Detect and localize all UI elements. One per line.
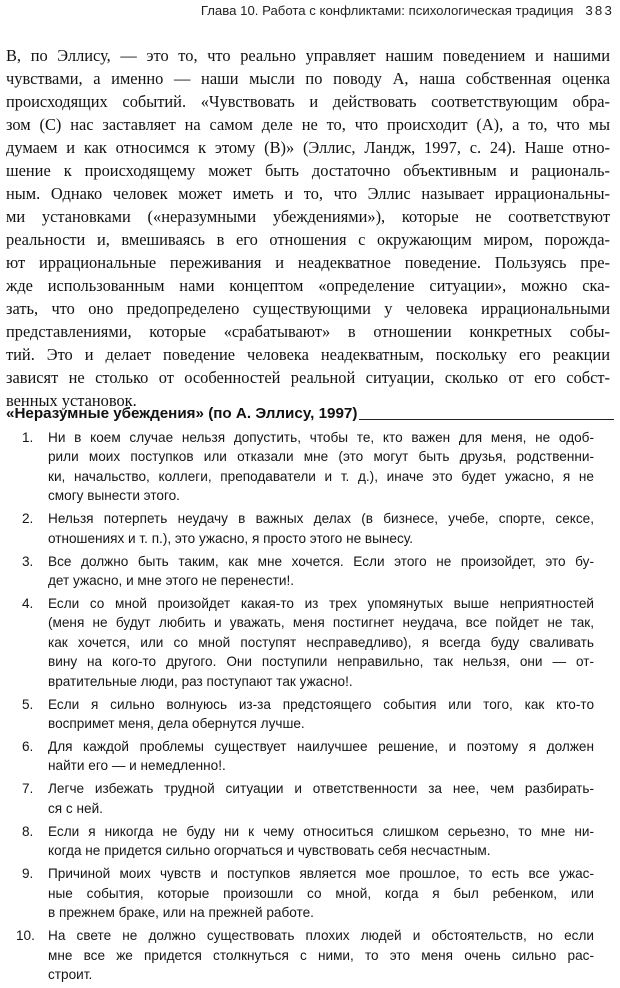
item-line: Если я сильно волнуюсь из-за предстоящего события или того, как кто-то <box>48 696 594 712</box>
main-paragraph <box>6 44 610 412</box>
item-line: Легче избежать трудной ситуации и ответственности за нее, чем разбирать- <box>48 781 594 797</box>
heading-rule <box>359 419 614 420</box>
item-line: Если я никогда не буду ни к чему относиться слишком серьезно, то мне ни- <box>48 823 594 839</box>
paragraph-line: чувствами, а именно — наши мысли по поводу А, наша собственная оценка <box>6 69 610 88</box>
item-line: Для каждой проблемы существует наилучшее решение, и поэтому я должен <box>48 739 594 755</box>
item-number: 10. <box>16 928 35 944</box>
paragraph-line: представлениями, которые «срабатывают» в отношении конкретных собы- <box>6 322 610 341</box>
paragraph-line: реальности и, вмешиваясь в его отношения с окружающим миром, порожда- <box>6 230 610 249</box>
paragraph-line: венных установок. <box>6 391 137 410</box>
item-line: ся с ней. <box>48 800 103 816</box>
beliefs-list <box>0 428 614 988</box>
item-line: мне все же придется столкнуться с ними, то это меня очень сильно рас- <box>48 947 594 963</box>
paragraph-line: зом (C) нас заставляет на самом деле не то, что происходит (А), а то, что мы <box>6 115 610 134</box>
item-line: дет ужасно, и мне этого не перенести!. <box>48 573 295 589</box>
list-item <box>0 552 614 591</box>
item-line: вратительные люди, раз поступают так ужасно!. <box>48 673 353 689</box>
item-line: На свете не должно существовать плохих людей и обстоятельств, но если <box>48 928 594 944</box>
list-item <box>0 864 614 922</box>
item-number: 6. <box>22 739 34 755</box>
item-number: 1. <box>22 430 34 445</box>
item-number: 4. <box>22 596 34 612</box>
item-line: смогу вынести этого. <box>48 488 180 504</box>
item-number: 3. <box>22 553 34 569</box>
item-number: 5. <box>22 696 34 712</box>
list-item <box>0 779 614 818</box>
item-line: Ни в коем случае нельзя допустить, чтобы те, кто важен для меня, не одоб- <box>48 430 594 445</box>
paragraph-line: жде использованным нами концептом «определение ситуации», можно ска- <box>6 276 610 295</box>
box-heading <box>6 404 614 424</box>
page-number: 383 <box>585 3 614 18</box>
item-line: Причиной моих чувств и поступков является мое прошлое, то есть все ужас- <box>48 866 594 882</box>
paragraph-line: зать, что оно предопределено существующими у человека иррациональными <box>6 299 610 318</box>
paragraph-line: тий. Это и делает поведение человека неадекватным, поскольку его реакции <box>6 345 610 364</box>
item-line: Все должно быть таким, как мне хочется. Если этого не произойдет, это бу- <box>48 553 594 569</box>
paragraph-line: ют иррациональные переживания и неадекватное поведение. Пользуясь пре- <box>6 253 610 272</box>
item-number: 7. <box>22 781 34 797</box>
item-line: Если со мной произойдет какая-то из трех упомянутых выше неприятностей <box>48 596 594 612</box>
item-line: в прежнем браке, или на прежней работе. <box>48 905 314 921</box>
item-line: (меня не будут любить и уважать, меня постигнет неудача, все пойдет не так, <box>48 615 594 631</box>
item-line: когда не придется сильно огорчаться и чувствовать себя несчастным. <box>48 843 491 859</box>
item-line: как хочется, или со мной поступят несправедливо), я всегда буду сваливать <box>48 634 594 650</box>
list-item <box>0 594 614 691</box>
item-number: 2. <box>22 511 34 527</box>
list-item <box>0 822 614 861</box>
item-line: ки, начальство, коллеги, преподаватели и т. д.), иначе это будет ужасно, я не <box>48 468 594 484</box>
paragraph-line: думаем и как относимся к этому (B)» (Эллис, Ландж, 1997, с. 24). Наше отно- <box>6 138 610 157</box>
chapter-title: Глава 10. Работа с конфликтами: психологическая традиция <box>200 3 574 18</box>
item-line: Нельзя потерпеть неудачу в важных делах (в бизнесе, учебе, спорте, сексе, <box>48 511 594 527</box>
paragraph-line: В, по Эллису, — это то, что реально управляет нашим поведением и нашими <box>6 46 610 65</box>
paragraph-line: происходящих событий. «Чувствовать и действовать соответствующим обра- <box>6 92 610 111</box>
paragraph-line: шение к происходящему может быть достаточно объективным и рациональ- <box>6 161 610 180</box>
box-title-text: «Неразумные убеждения» (по А. Эллису, 1997) <box>6 405 358 422</box>
item-line: ные события, которые произошли со мной, когда я был ребенком, или <box>48 885 594 901</box>
item-number: 9. <box>22 866 34 882</box>
paragraph-line: зависят не столько от особенностей реальной ситуации, сколько от его собст- <box>6 368 610 387</box>
list-item <box>0 926 614 984</box>
item-line: рили моих поступков или отказали мне (это могут быть друзья, родственни- <box>48 449 594 465</box>
item-line: отношениях и т. п.), это ужасно, я просто этого не вынесу. <box>48 530 413 546</box>
paragraph-line: ми установками («неразумными убеждениями»), которые не соответствуют <box>6 207 610 226</box>
item-line: воспримет меня, дела обернутся лучше. <box>48 716 305 732</box>
list-item <box>0 428 614 506</box>
item-line: строит. <box>48 966 93 982</box>
list-item <box>0 509 614 548</box>
list-item <box>0 737 614 776</box>
list-item <box>0 695 614 734</box>
running-header <box>0 2 614 20</box>
paragraph-line: ным. Однако человек может иметь и то, что Эллис называет иррациональны- <box>6 184 610 203</box>
item-line: вину на кого-то другого. Они поступили неправильно, так нельзя, они — от- <box>48 654 594 670</box>
item-number: 8. <box>22 823 34 839</box>
item-line: найти его — и немедленно!. <box>48 758 226 774</box>
